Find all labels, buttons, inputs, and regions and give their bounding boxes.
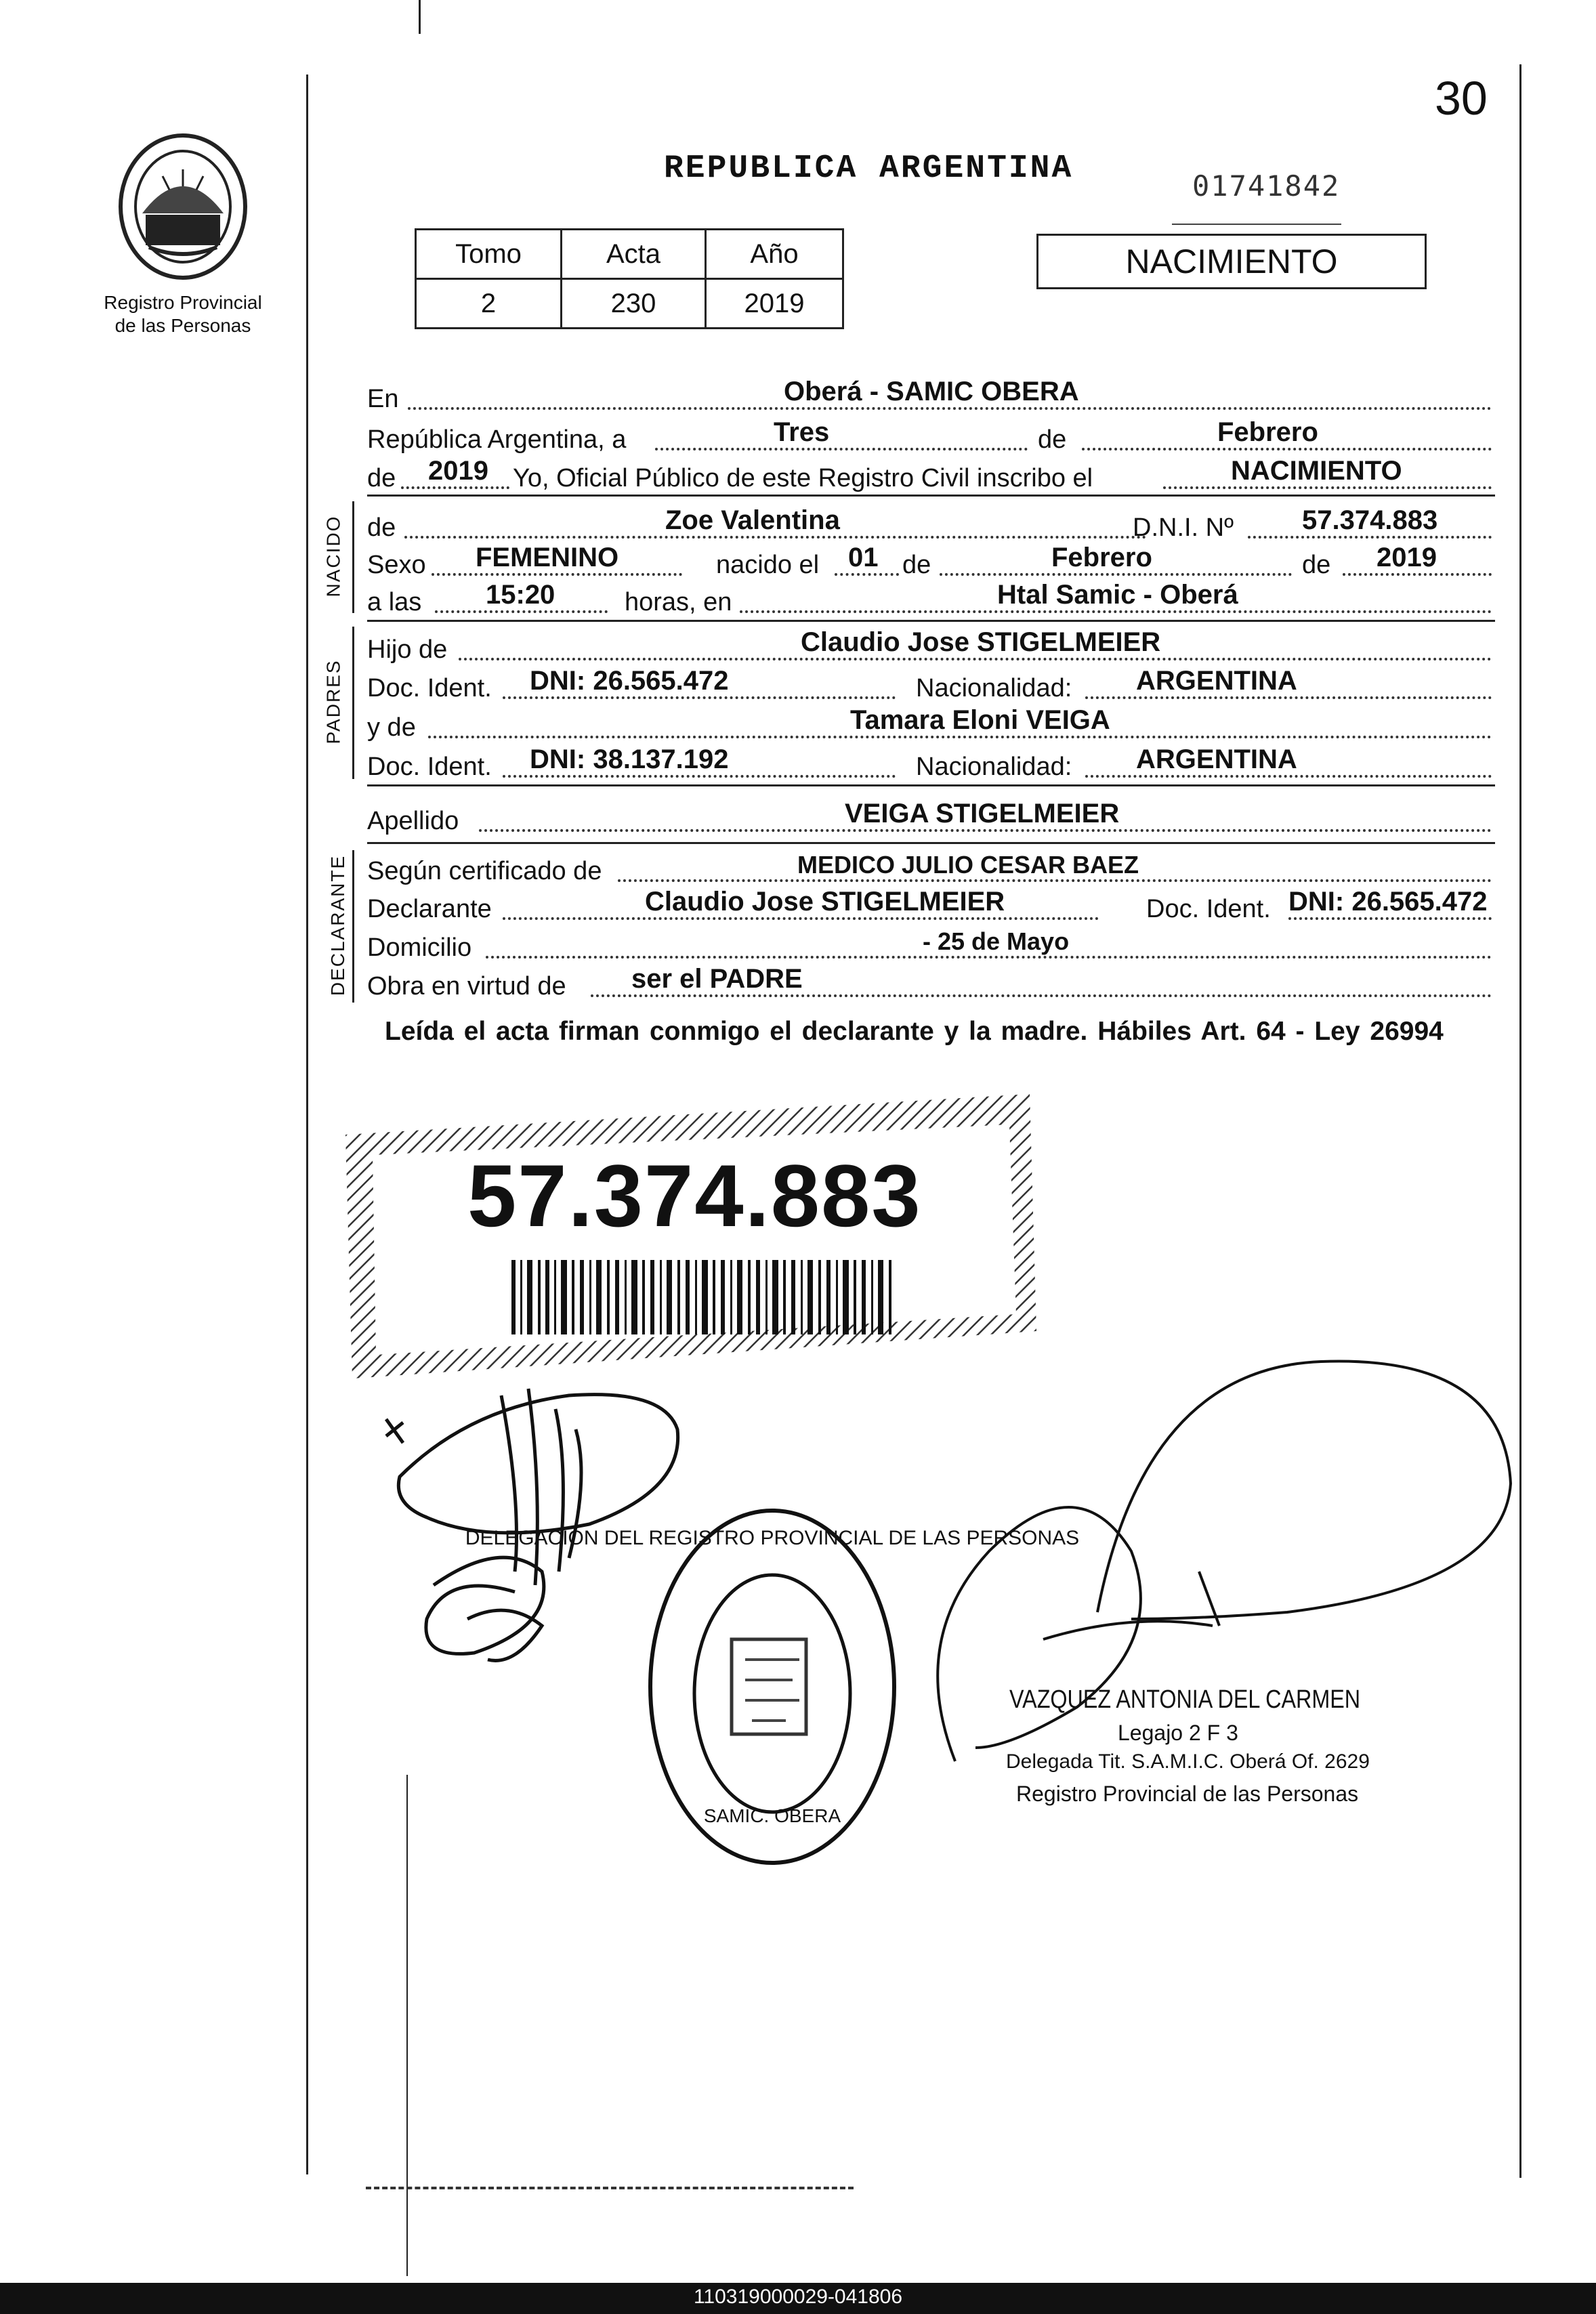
padres-section-label: PADRES — [322, 659, 344, 744]
sexo-label: Sexo — [367, 551, 426, 579]
father-nac-dots — [1085, 696, 1492, 699]
place-value: Htal Samic - Oberá — [997, 580, 1238, 610]
page-number: 30 — [1435, 72, 1488, 125]
month-dots — [1082, 448, 1492, 450]
birth-month-value: Febrero — [1051, 543, 1152, 572]
serial-number: 01741842 — [1192, 169, 1341, 203]
top-tick — [419, 0, 421, 34]
dom-value: - 25 de Mayo — [923, 927, 1070, 955]
cert-label: Según certificado de — [367, 857, 602, 885]
inner-margin-line — [406, 1775, 408, 2276]
declarante-bracket — [352, 850, 354, 1003]
time-value: 15:20 — [486, 580, 555, 610]
father-dots — [459, 658, 1492, 660]
mother-dots — [428, 736, 1492, 738]
ydе-row — [367, 704, 1492, 742]
serial-underline — [1172, 224, 1341, 225]
record-type-box: NACIMIENTO — [1036, 234, 1427, 289]
inscribe-dots — [1163, 486, 1492, 489]
nacido-el-label: nacido el — [716, 551, 820, 579]
closing-note: Leída el acta firman conmigo el declarante y la madre. Hábiles Art. 64 - Ley 26994 — [385, 1017, 1444, 1046]
tomo-value: 2 — [416, 279, 562, 329]
anio-header: Año — [706, 230, 843, 279]
obra-row — [367, 963, 1492, 1001]
obra-dots — [591, 994, 1492, 997]
acta-header: Acta — [562, 230, 706, 279]
inscribe-value: NACIMIENTO — [1231, 456, 1402, 486]
apellido-value: VEIGA STIGELMEIER — [845, 799, 1120, 828]
official-seal-icon — [465, 1504, 1080, 1870]
decl-doc-label: Doc. Ident. — [1146, 895, 1271, 923]
obra-label: Obra en virtud de — [367, 972, 566, 1001]
officer-post: Delegada Tit. S.A.M.I.C. Oberá Of. 2629 — [1006, 1750, 1370, 1773]
separator-3 — [367, 784, 1495, 786]
registry-caption-line1: Registro Provincial — [104, 292, 262, 313]
official-text: Yo, Oficial Público de este Registro Civil inscribo el — [513, 464, 1093, 492]
name-value: Zoe Valentina — [665, 505, 840, 535]
decl-doc-dots — [1288, 917, 1492, 920]
republica-label: República Argentina, a — [367, 425, 627, 454]
year-dots — [401, 486, 509, 489]
yde-label: y de — [367, 713, 416, 742]
birth-year-value: 2019 — [1377, 543, 1437, 572]
seal-inner-text: SAMIC. OBERA — [703, 1805, 841, 1826]
mother-nac-label: Nacionalidad: — [916, 753, 1072, 781]
en-value: Oberá - SAMIC OBERA — [784, 377, 1079, 406]
de-label-3: de — [1302, 551, 1331, 579]
record-table — [415, 228, 844, 329]
dom-dots — [486, 956, 1492, 959]
sexo-dots — [432, 573, 682, 576]
mother-doc-value: DNI: 38.137.192 — [530, 744, 729, 774]
cert-value: MEDICO JULIO CESAR BAEZ — [797, 851, 1139, 879]
horas-label: horas, en — [625, 588, 732, 616]
father-nac-label: Nacionalidad: — [916, 674, 1072, 702]
dni-dots — [1248, 536, 1492, 539]
padres-bracket — [352, 627, 354, 779]
decl-value: Claudio Jose STIGELMEIER — [645, 887, 1005, 917]
year-value: 2019 — [428, 456, 488, 486]
right-margin-line — [1519, 64, 1521, 2178]
hijo-row — [367, 627, 1492, 665]
declarante-row — [367, 886, 1492, 924]
officer-registry: Registro Provincial de las Personas — [1016, 1782, 1359, 1806]
declarante-section-label: DECLARANTE — [327, 854, 349, 996]
mother-nac-value: ARGENTINA — [1136, 744, 1297, 774]
nacido-de-label: de — [367, 513, 396, 542]
cert-dots — [618, 879, 1492, 882]
nacido-bracket — [352, 501, 354, 613]
separator-1 — [367, 495, 1495, 497]
de-label: de — [1038, 425, 1067, 454]
dom-label: Domicilio — [367, 933, 472, 962]
en-dots — [408, 407, 1492, 410]
officer-file: Legajo 2 F 3 — [1118, 1721, 1238, 1745]
father-doc-value: DNI: 26.565.472 — [530, 666, 729, 696]
sexo-value: FEMENINO — [476, 543, 619, 572]
father-doc-dots — [503, 696, 896, 699]
birth-month-dots — [940, 573, 1292, 576]
apellido-row — [367, 798, 1492, 836]
seal-ring-text: DELEGACIÓN DEL REGISTRO PROVINCIAL DE LAS PERSONAS — [465, 1527, 1080, 1549]
sticker-number: 57.374.883 — [467, 1146, 922, 1245]
mother-doc-label: Doc. Ident. — [367, 753, 492, 781]
nacido-name-row — [367, 505, 1492, 543]
mother-value: Tamara Eloni VEIGA — [850, 705, 1110, 735]
dni-label: D.N.I. Nº — [1133, 513, 1234, 542]
alas-label: a las — [367, 588, 422, 616]
apellido-dots — [479, 829, 1492, 832]
hora-row — [367, 579, 1492, 617]
apellido-label: Apellido — [367, 807, 459, 835]
mother-doc-row — [367, 744, 1492, 782]
time-dots — [435, 610, 608, 613]
separator-2 — [367, 620, 1495, 622]
cert-row — [367, 848, 1492, 886]
decl-dots — [503, 917, 1099, 920]
left-margin-line — [306, 75, 308, 2174]
acta-value: 230 — [562, 279, 706, 329]
mother-nac-dots — [1085, 775, 1492, 778]
nacido-section-label: NACIDO — [322, 515, 344, 597]
anio-value: 2019 — [706, 279, 843, 329]
registry-caption-line2: de las Personas — [114, 315, 251, 336]
dni-value: 57.374.883 — [1302, 505, 1438, 535]
birth-day-value: 01 — [848, 543, 879, 572]
province-logo-icon — [115, 132, 251, 288]
obra-value: ser el PADRE — [631, 964, 803, 994]
father-doc-row — [367, 665, 1492, 703]
mother-doc-dots — [503, 775, 896, 778]
place-dots — [740, 610, 1492, 613]
en-label: En — [367, 385, 399, 413]
de-label-2: de — [902, 551, 931, 579]
father-nac-value: ARGENTINA — [1136, 666, 1297, 696]
footer-code: 110319000029-041806 — [693, 2286, 903, 2308]
father-value: Claudio Jose STIGELMEIER — [801, 627, 1161, 657]
registry-caption — [68, 291, 298, 337]
officer-name: VAZQUEZ ANTONIA DEL CARMEN — [1009, 1685, 1361, 1714]
republica-row — [367, 417, 1492, 455]
country-title: REPUBLICA ARGENTINA — [664, 150, 1074, 187]
decl-label: Declarante — [367, 895, 492, 923]
month-value: Febrero — [1217, 417, 1318, 447]
sexo-row — [367, 542, 1492, 580]
day-dots — [655, 448, 1028, 450]
separator-4 — [367, 842, 1495, 844]
name-dots — [404, 536, 1146, 539]
birth-year-dots — [1343, 573, 1492, 576]
domicilio-row — [367, 925, 1492, 963]
year-prefix: de — [367, 464, 396, 492]
en-row — [367, 376, 1492, 414]
year-row — [367, 455, 1492, 493]
day-dots-2 — [835, 573, 899, 576]
day-value: Tres — [774, 417, 830, 447]
hijo-label: Hijo de — [367, 635, 448, 664]
father-doc-label: Doc. Ident. — [367, 674, 492, 702]
tomo-header: Tomo — [416, 230, 562, 279]
decl-doc-value: DNI: 26.565.472 — [1288, 887, 1488, 917]
bottom-dashed-line — [366, 2187, 854, 2189]
